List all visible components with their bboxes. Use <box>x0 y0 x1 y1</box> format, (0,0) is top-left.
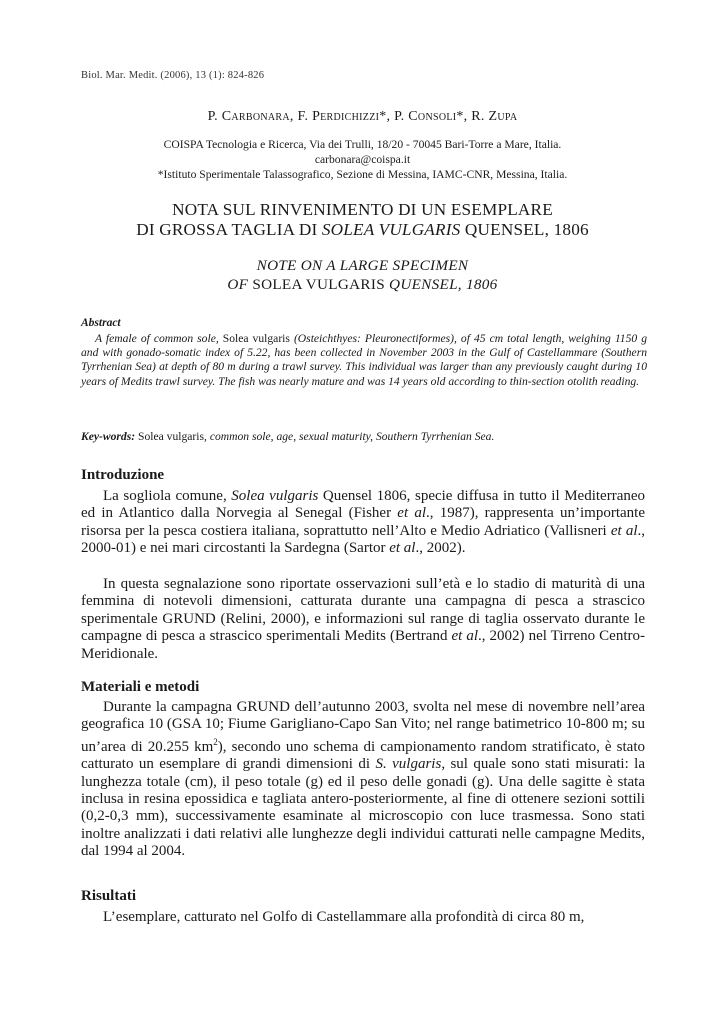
affiliation-line-1: COISPA Tecnologia e Ricerca, Via dei Trulli, 18/20 - 70045 Bari-Torre a Mare, Italia. <box>163 138 562 151</box>
section-heading-results: Risultati <box>81 888 137 904</box>
keywords-list: , common sole, age, sexual maturity, Southern Tyrrhenian Sea. <box>204 430 495 443</box>
methods-p1-text-c: , sul quale sono stati misurati: la lunghezza totale (cm), il peso totale (g) ed il peso delle gonadi (g). Una delle sagitte è stata inclusa in resina epossidica e tagliata antero-posteriormente, al fine di ottenere sezioni sottili (0,2-0,3 mm), successivamente esaminate al microscopio con luce trasmessa. Sono stati inoltre analizzati i dati relativi alle lunghezze degli individui catturati nelle campagne Medits, dal 1994 al 2004. <box>81 756 646 860</box>
title-italian-line-1: NOTA SUL RINVENIMENTO DI UN ESEMPLARE <box>172 200 553 219</box>
methods-p1-superscript: 2 <box>213 736 218 747</box>
journal-citation: Biol. Mar. Medit. (2006), 13 (1): 824-826 <box>81 70 265 81</box>
abstract-text-b: (Osteichthyes: Pleuronectiformes), of 45 cm total length, weighing 1150 g and with gonado-somatic index of 5.22, has been collected in November 2003 in the Gulf of Castellammare (Southern Tyrrhenian Sea) at depth of 80 m during a trawl survey. This individual was larger than any previously caught during 10 years of Medits trawl survey. The fish was nearly mature and was 14 years old according to thin-section otolith reading. <box>81 332 647 388</box>
intro-paragraph-1 <box>81 488 645 558</box>
intro-p1-text-b: Quensel 1806, specie diffusa in tutto il Mediterraneo ed in Atlantico dalla Norvegia al Senegal (Fisher <box>81 488 646 522</box>
methods-p1-species: S. vulgaris <box>375 756 442 773</box>
intro-p1-species: Solea vulgaris <box>231 488 319 504</box>
abstract-body <box>81 332 647 389</box>
title-english <box>0 256 725 294</box>
affiliation-email: carbonara@coispa.it <box>314 153 411 166</box>
intro-p1-etal-3: et al <box>389 540 416 557</box>
keywords-species: Solea vulgaris <box>135 430 205 443</box>
intro-p2-text-b: ., 2002) nel Tirreno Centro-Meridionale. <box>81 628 645 662</box>
intro-p1-text-a: La sogliola comune, <box>103 488 232 504</box>
title-italian-line-2 <box>0 220 725 240</box>
intro-p2-etal: et al <box>451 628 479 645</box>
methods-paragraph-1 <box>81 699 645 861</box>
intro-p1-etal-2: et al <box>610 522 638 539</box>
author-list: P. Carbonara, F. Perdichizzi*, P. Consoli*, R. Zupa <box>207 109 518 124</box>
intro-p2-text-a: In questa segnalazione sono riportate osservazioni sull’età e lo stadio di maturità di una femmina di notevoli dimensioni, catturata durante una campagna di pesca a strascico sperimentale GRUND (Relini, 2000), e informazioni sul range di taglia osservato durante le campagne di pesca a strascico sperimentali Medits (Bertrand <box>81 576 645 645</box>
title-english-text-a: OF <box>227 276 253 293</box>
affiliation-line-2: *Istituto Sperimentale Talassografico, Sezione di Messina, IAMC-CNR, Messina, Italia. <box>157 168 568 181</box>
title-italian-species: SOLEA VULGARIS <box>321 220 461 239</box>
intro-p1-etal-1: et al <box>397 505 426 522</box>
title-english-line-1: NOTE ON A LARGE SPECIMEN <box>256 257 469 274</box>
affiliations <box>0 137 725 182</box>
methods-p1-text-a: Durante la campagna GRUND dell’autunno 2003, svolta nel mese di novembre nell’area geografica 10 (GSA 10; Fiume Garigliano-Capo San Vito; nel range batimetrico 10-800 m; su un’area di 20.255 km <box>81 699 645 755</box>
intro-p1-text-e: ., 2002). <box>415 540 466 557</box>
abstract-heading: Abstract <box>81 317 121 329</box>
title-english-species: SOLEA VULGARIS <box>252 276 385 293</box>
keywords <box>81 430 661 443</box>
keywords-label: Key-words: <box>81 430 136 443</box>
abstract-species: Solea vulgaris <box>222 332 290 345</box>
section-heading-methods: Materiali e metodi <box>81 679 200 695</box>
results-paragraph-1: L’esemplare, catturato nel Golfo di Castellammare alla profondità di circa 80 m, <box>103 909 585 925</box>
methods-p1-text-b: ), secondo uno schema di campionamento random stratificato, è stato catturato un esemplare di grandi dimensioni di <box>81 738 645 773</box>
title-english-text-b: QUENSEL, 1806 <box>384 276 498 293</box>
intro-p1-text-d: ., 2000-01) e nei mari circostanti la Sardegna (Sartor <box>81 522 646 557</box>
abstract-text-a: A female of common sole, <box>95 332 223 345</box>
intro-p1-text-c: ., 1987), rappresenta un’importante risorsa per la pesca costiera italiana, soprattutto nell’Alto e Medio Adriatico (Vallisneri <box>81 505 645 539</box>
title-italian <box>0 200 725 240</box>
title-italian-text-b: QUENSEL, 1806 <box>460 220 589 239</box>
intro-paragraph-2 <box>81 576 645 663</box>
title-italian-text-a: DI GROSSA TAGLIA DI <box>136 220 322 239</box>
section-heading-intro: Introduzione <box>81 467 165 483</box>
title-english-line-2 <box>0 275 725 294</box>
